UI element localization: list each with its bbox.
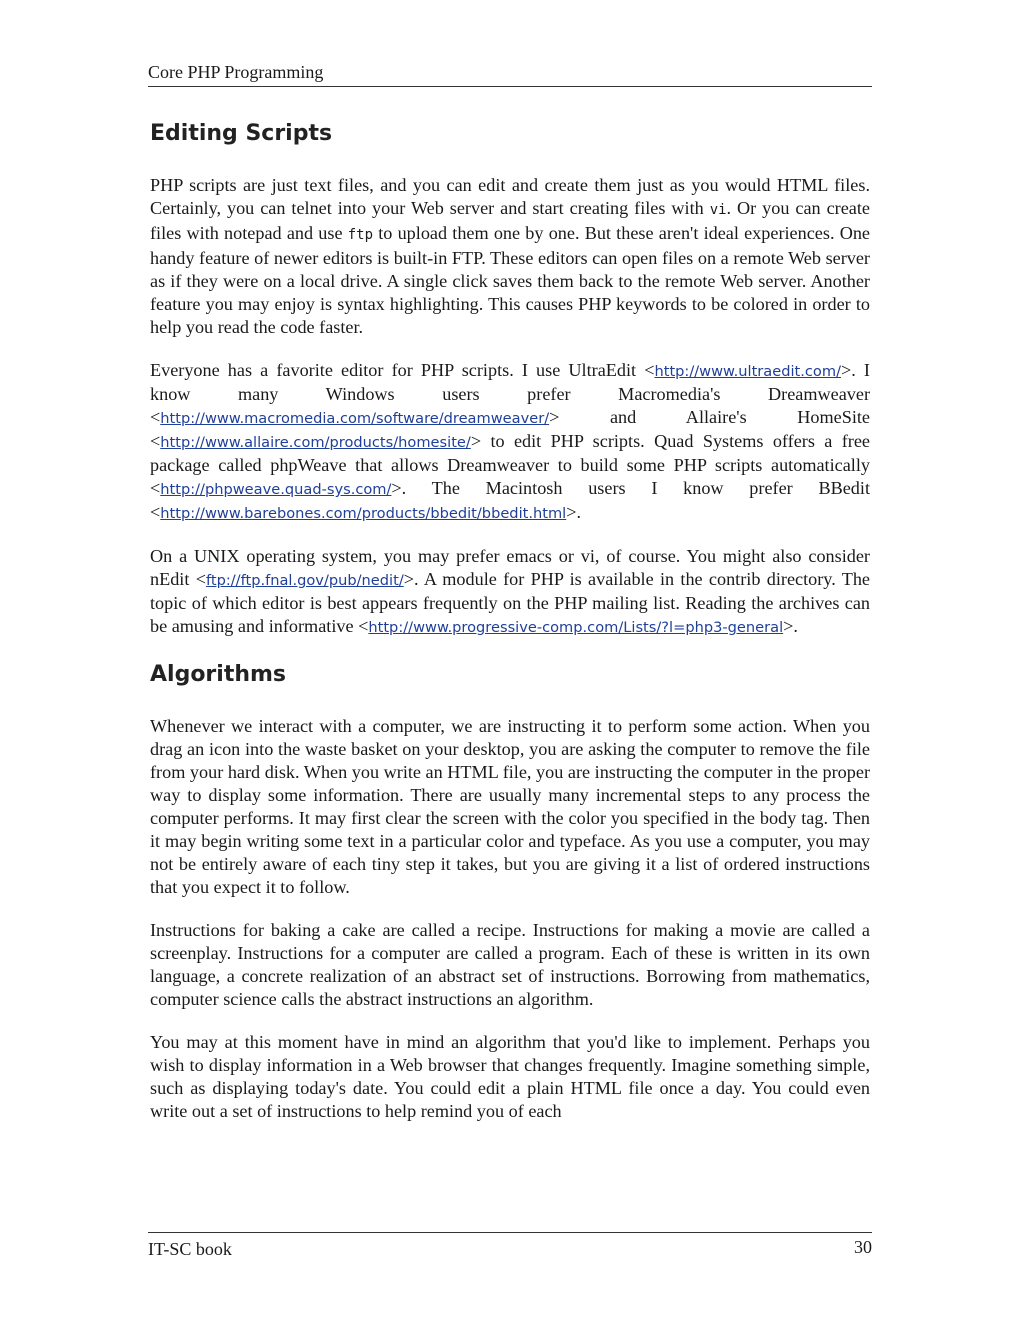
section-heading-editing-scripts: Editing Scripts bbox=[150, 121, 333, 146]
page-number: 30 bbox=[854, 1237, 872, 1257]
link-dreamweaver[interactable]: http://www.macromedia.com/software/dreamweaver/ bbox=[160, 410, 550, 427]
paragraph: Instructions for baking a cake are called a recipe. Instructions for making a movie are called a screenplay. Instructions for a computer are called a program. Each of these is written in its own language, a concrete realization of an abstract set of instructions. Borrowing from mathematics, computer science calls the abstract instructions an algorithm. bbox=[150, 920, 870, 1009]
page-content bbox=[150, 118, 870, 1143]
paragraph: You may at this moment have in mind an algorithm that you'd like to implement. Perhaps you wish to display information in a Web browser that changes frequently. Imagine something simple, such as displaying today's date. You could edit a plain HTML file once a day. You could even write out a set of instructions to help remind you of each bbox=[150, 1032, 870, 1121]
link-homesite[interactable]: http://www.allaire.com/products/homesite/ bbox=[160, 434, 471, 451]
text-run: >. I know many Windows users prefer Macromedia's Dreamweaver < bbox=[150, 360, 870, 427]
footer-source: IT-SC book bbox=[148, 1239, 232, 1259]
page-header bbox=[148, 62, 872, 87]
paragraph bbox=[150, 359, 870, 525]
text-run: >. bbox=[783, 616, 798, 636]
text-run: to upload them one by one. But these aren't ideal experiences. One handy feature of newer editors is built-in FTP. These editors can open files on a remote Web server as if they were on a local drive. A single click saves them back to the remote Web server. Another feature you may enjoy is syntax highlighting. This causes PHP keywords to be colored in order to help you read the code faster. bbox=[150, 223, 870, 337]
text-run: Everyone has a favorite editor for PHP scripts. I use UltraEdit < bbox=[150, 360, 655, 380]
text-run: > to edit PHP scripts. Quad Systems offers a free package called phpWeave that allows Dreamweaver to build some PHP scripts automatically < bbox=[150, 431, 870, 498]
running-title: Core PHP Programming bbox=[148, 62, 324, 82]
text-run: PHP scripts are just text files, and you can edit and create them just as you would HTML files. Certainly, you can telnet into your Web server and start creating files with bbox=[150, 175, 870, 218]
text-run: > and Allaire's HomeSite < bbox=[150, 407, 870, 451]
link-phpweave[interactable]: http://phpweave.quad-sys.com/ bbox=[160, 481, 392, 498]
text-run: >. bbox=[566, 502, 582, 522]
text-run: >. The Macintosh users I know prefer BBedit < bbox=[150, 478, 870, 522]
page-footer bbox=[148, 1232, 872, 1259]
code-ftp: ftp bbox=[347, 227, 374, 243]
paragraph bbox=[150, 174, 870, 339]
text-run: . Or you can create files with notepad and use bbox=[150, 198, 870, 243]
text-run: On a UNIX operating system, you may prefer emacs or vi, of course. You might also consider nEdit < bbox=[150, 546, 870, 589]
paragraph: Whenever we interact with a computer, we are instructing it to perform some action. When you drag an icon into the waste basket on your desktop, you are asking the computer to remove the file from your hard disk. When you write an HTML file, you are instructing the computer in the proper way to display some information. There are usually many incremental steps to any process the computer performs. It may first clear the screen with the color you specified in the body tag. Then it may begin writing some text in a particular color and typeface. As you use a computer, you may not be entirely aware of each tiny step it takes, but you are giving it a list of ordered instructions that you expect it to follow. bbox=[150, 716, 870, 897]
link-nedit[interactable]: ftp://ftp.fnal.gov/pub/nedit/ bbox=[205, 572, 404, 589]
link-bbedit[interactable]: http://www.barebones.com/products/bbedit/bbedit.html bbox=[160, 505, 567, 522]
section-heading-algorithms: Algorithms bbox=[150, 662, 287, 687]
link-ultraedit[interactable]: http://www.ultraedit.com/ bbox=[654, 363, 841, 380]
text-run: >. A module for PHP is available in the contrib directory. The topic of which editor is best appears frequently on the PHP mailing list. Reading the archives can be amusing and informative < bbox=[150, 569, 870, 636]
link-php-mailing-list[interactable]: http://www.progressive-comp.com/Lists/?l=php3-general bbox=[368, 619, 784, 636]
paragraph bbox=[150, 545, 870, 639]
code-vi: vi bbox=[709, 202, 727, 218]
